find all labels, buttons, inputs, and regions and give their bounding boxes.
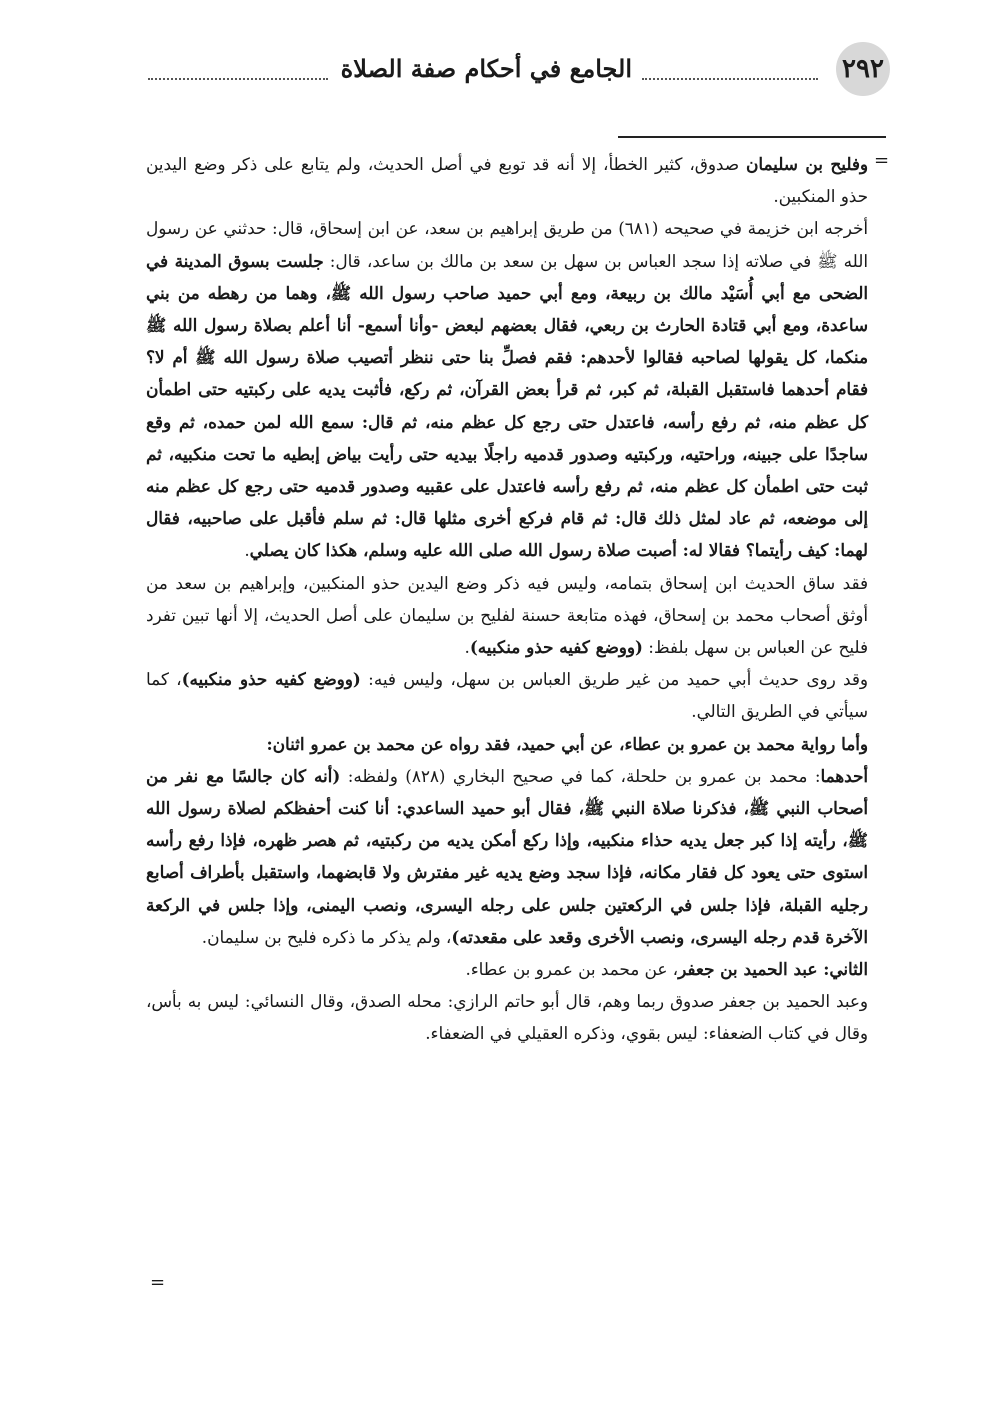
footnote-separator-rule [618,136,886,138]
paragraph-second-narrator: الثاني: عبد الحميد بن جعفر، عن محمد بن عمرو بن عطاء. [465,959,868,980]
hadith-text: (أنه كان جالسًا مع نفر من أصحاب النبي ﷺ، فذكرنا صلاة النبي ﷺ، فقال أبو حميد الساعدي: أنا كنت أحفظكم لصلاة رسول الله ﷺ، رأيته إذا كبر جعل يديه حذاء منكبيه، وإذا ركع أمكن يديه من ركبتيه، ثم هصر ظهره، فإذا رفع رأسه استوى حتى يعود كل فقار مكانه، فإذا سجد وضع يديه غير مفترش ولا قابضهما، واستقبل بأطراف أصابع رجليه القبلة، فإذا جلس في الركعتين جلس على رجله اليسرى، ونصب اليمنى، وإذا جلس في الركعة الآخرة قدم رجله اليسرى، ونصب الأخرى وقعد على مقعدته) [146,765,868,947]
paragraph-first-narrator: أحدهما: محمد بن عمرو بن حلحلة، كما في صحيح البخاري (٨٢٨) ولفظه: (أنه كان جالسًا مع نفر من أصحاب النبي ﷺ، فذكرنا صلاة النبي ﷺ، فقال أبو حميد الساعدي: أنا كنت أحفظكم لصلاة رسول الله ﷺ، رأيته إذا كبر جعل يديه حذاء منكبيه، وإذا ركع أمكن يديه من ركبتيه، ثم هصر ظهره، فإذا رفع رأسه استوى حتى يعود كل فقار مكانه، فإذا سجد وضع يديه غير مفترش ولا قابضهما، واستقبل بأطراف أصابع رجليه القبلة، فإذا جلس في الركعتين جلس على رجله اليسرى، ونصب اليمنى، وإذا جلس في الركعة الآخرة قدم رجله اليسرى، ونصب الأخرى وقعد على مقعدته)، ولم يذكر ما ذكره فليح بن سليمان. [146,765,868,947]
page-number-badge: ٢٩٢ [836,42,890,96]
paragraph-ibn-ishaq: فقد ساق الحديث ابن إسحاق بتمامه، وليس فيه ذكر وضع اليدين حذو المنكبين، وإبراهيم بن سعد من أوثق أصحاب محمد بن إسحاق، فهذه متابعة حسنة لفليح بن سليمان على أصل الحديث، إلا أنها تبين تفرد فليح عن العباس بن سهل بلفظ: (ووضع كفيه حذو منكبيه). [146,572,868,658]
header-dotted-leader-right [642,78,818,80]
page-header [140,42,890,102]
paragraph-other-route: وقد روى حديث أبي حميد من غير طريق العباس بن سهل، وليس فيه: (ووضع كفيه حذو منكبيه)، كما سيأتي في الطريق التالي. [146,669,868,722]
paragraph-ibn-khuzaymah: أخرجه ابن خزيمة في صحيحه (٦٨١) من طريق إبراهيم بن سعد، عن ابن إسحاق، قال: حدثني عن رسول الله ﷺ في صلاته إذا سجد العباس بن سهل بن سعد بن مالك بن ساعد، قال: جلست بسوق المدينة في الضحى مع أبي أُسَيْد مالك بن ربيعة، ومع أبي حميد صاحب رسول الله ﷺ، وهما من رهطه من بني ساعدة، ومع أبي قتادة الحارث بن ربعي، فقال بعضهم لبعض -وأنا أسمع- أنا أعلم بصلاة رسول الله ﷺ منكما، كل يقولها لصاحبه فقالوا لأحدهم: فقم فصلِّ بنا حتى ننظر أتصيب صلاة رسول الله ﷺ أم لا؟ فقام أحدهما فاستقبل القبلة، ثم كبر، ثم قرأ بعض القرآن، ثم ركع، فأثبت يديه على ركبتيه حتى اطمأن كل عظم منه، ثم رفع رأسه، فاعتدل حتى رجع كل عظم منه، ثم قال: سمع الله لمن حمده، ثم وقع ساجدًا على جبينه، وراحتيه، وركبتيه وصدور قدميه راجلًا بيديه حتى رأيت بياض إبطيه ما تحت منكبيه، ثم ثبت حتى اطمأن كل عظم منه، ثم رفع رأسه فاعتدل على عقبيه وصدور قدميه حتى رجع كل عظم منه إلى موضعه، ثم عاد لمثل ذلك قال: ثم قام فركع أخرى مثلها قال: ثم سلم فأقبل على صاحبيه، فقال لهما: كيف رأيتما؟ فقالا له: أصبت صلاة رسول الله صلى الله عليه وسلم، هكذا كان يصلي. [146,218,869,561]
paragraph-fulayh: وفليح بن سليمان صدوق، كثير الخطأ، إلا أنه قد توبع في أصل الحديث، ولم يتابع على ذكر وضع اليدين حذو المنكبين. [146,154,868,207]
footnote-body [146,148,868,1050]
header-dotted-leader-left [148,78,328,80]
paragraph-abdul-hamid: وعبد الحميد بن جعفر صدوق ربما وهم، قال أبو حاتم الرازي: محله الصدق، وقال النسائي: ليس به بأس، وقال في كتاب الضعفاء: ليس بقوي، وذكره العقيلي في الضعفاء. [146,991,868,1044]
hadith-text: جلست بسوق المدينة في الضحى مع أبي أُسَيْد مالك بن ربيعة، ومع أبي حميد صاحب رسول الله ﷺ، وهما من رهطه من بني ساعدة، ومع أبي قتادة الحارث بن ربعي، فقال بعضهم لبعض -وأنا أسمع- أنا أعلم بصلاة رسول الله ﷺ منكما، كل يقولها لصاحبه فقالوا لأحدهم: فقم فصلِّ بنا حتى ننظر أتصيب صلاة رسول الله ﷺ أم لا؟ فقام أحدهما فاستقبل القبلة، ثم كبر، ثم قرأ بعض القرآن، ثم ركع، فأثبت يديه على ركبتيه حتى اطمأن كل عظم منه، ثم رفع رأسه، فاعتدل حتى رجع كل عظم منه، ثم قال: سمع الله لمن حمده، ثم وقع ساجدًا على جبينه، وراحتيه، وركبتيه وصدور قدميه راجلًا بيديه حتى رأيت بياض إبطيه ما تحت منكبيه، ثم ثبت حتى اطمأن كل عظم منه، ثم رفع رأسه فاعتدل على عقبيه وصدور قدميه حتى رجع كل عظم منه إلى موضعه، ثم عاد لمثل ذلك قال: ثم قام فركع أخرى مثلها قال: ثم سلم فأقبل على صاحبيه، فقال لهما: كيف رأيتما؟ فقالا له: أصبت صلاة رسول الله صلى الله عليه وسلم، هكذا كان يصلي [146,250,868,561]
paragraph-muhammad-bin-amr: وأما رواية محمد بن عمرو بن عطاء، عن أبي حميد، فقد رواه عن محمد بن عمرو اثنان: [266,733,868,754]
continuation-mark-start: = [874,150,890,171]
continuation-mark-end: = [150,1272,166,1293]
book-title: الجامع في أحكام صفة الصلاة [340,54,632,83]
